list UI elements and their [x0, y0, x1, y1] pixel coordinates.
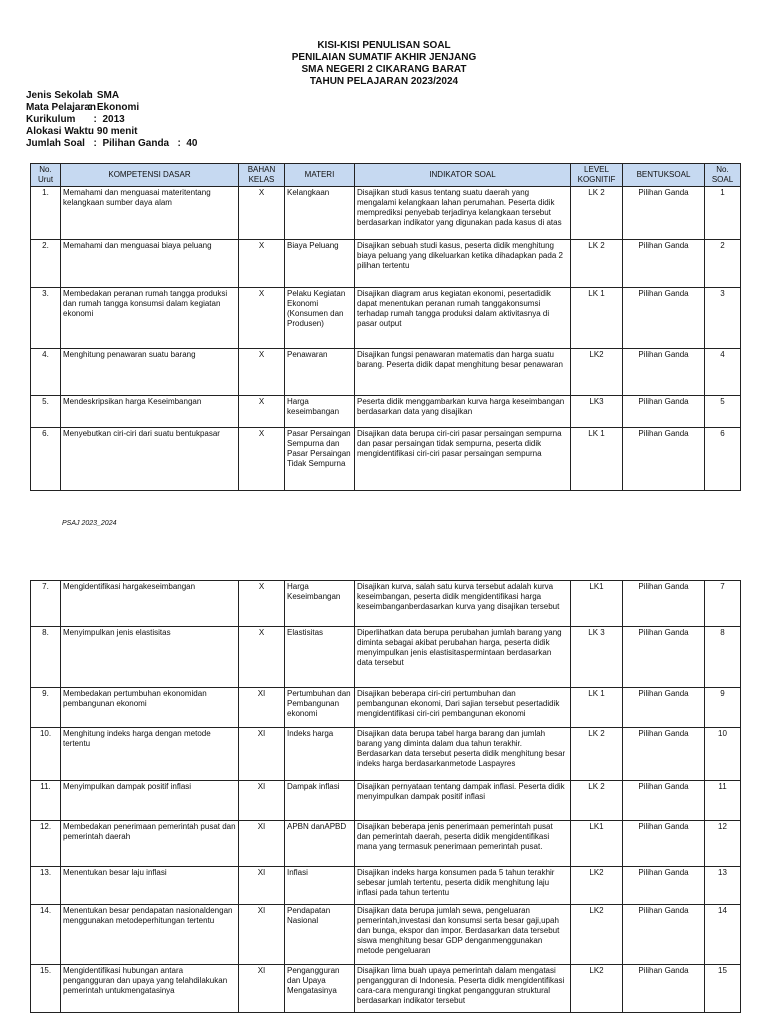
cell-bentuk-soal: Pilihan Ganda — [623, 688, 705, 728]
cell-indikator: Disajikan diagram arus kegiatan ekonomi, pesertadidik dapat menentukan peranan rumah tanggakonsumsi terhadap rumah tangga produksi dalam aktivitasnya di pasar output — [355, 288, 571, 349]
document-meta — [26, 90, 197, 150]
cell-level-kognitif: LK 1 — [571, 288, 623, 349]
cell-indikator: Disajikan kurva, salah satu kurva tersebut adalah kurva keseimbangan, peserta didik mengidentifikasi harga keseimbanganberdasarkan kurva yang disajikan tersebut — [355, 581, 571, 627]
cell-level-kognitif: LK 2 — [571, 728, 623, 781]
cell-indikator: Disajikan lima buah upaya pemerintah dalam mengatasi pengangguran di Indonesia. Peserta didik mengidentifikasi cara-cara mengurangi tingkat pengangguran struktural berdasarkan indikator tersebut — [355, 965, 571, 1013]
cell-materi: APBN danAPBD — [285, 821, 355, 867]
cell-bentuk-soal: Pilihan Ganda — [623, 728, 705, 781]
header-school: SMA NEGERI 2 CIKARANG BARAT — [301, 64, 467, 75]
cell-level-kognitif: LK2 — [571, 349, 623, 396]
col-header-materi: MATERI — [285, 164, 355, 187]
cell-bahan-kelas: X — [239, 627, 285, 688]
cell-no-soal: 5 — [705, 396, 741, 428]
cell-indikator: Disajikan data berupa tabel harga barang dan jumlah barang yang diminta dalam dua tahun terakhir. Berdasarkan data tersebut peserta didik menghitung besar indeks harga berdasarkanmetode Laspayres — [355, 728, 571, 781]
cell-no-soal: 15 — [705, 965, 741, 1013]
table-row — [31, 905, 741, 965]
cell-bentuk-soal: Pilihan Ganda — [623, 965, 705, 1013]
cell-bahan-kelas: XI — [239, 965, 285, 1013]
table-row — [31, 781, 741, 821]
meta-label: Alokasi Waktu — [26, 126, 94, 137]
cell-kompetensi-dasar: Menentukan besar laju inflasi — [61, 867, 239, 905]
header-year: TAHUN PELAJARAN 2023/2024 — [309, 76, 459, 87]
cell-no: 1. — [31, 187, 61, 240]
meta-label: Mata Pelajaran — [26, 102, 97, 113]
cell-no: 7. — [31, 581, 61, 627]
cell-no: 2. — [31, 240, 61, 288]
table-row — [31, 187, 741, 240]
cell-materi: Pendapatan Nasional — [285, 905, 355, 965]
cell-indikator: Disajikan beberapa ciri-ciri pertumbuhan dan pembangunan ekonomi, Dari sajian tersebut pesertadidik mengidentifikasi ciri-ciri pembangunan ekonomi — [355, 688, 571, 728]
cell-bahan-kelas: X — [239, 428, 285, 491]
cell-no-soal: 7 — [705, 581, 741, 627]
cell-materi: Harga Keseimbangan — [285, 581, 355, 627]
cell-materi: Harga keseimbangan — [285, 396, 355, 428]
header-subtitle: PENILAIAN SUMATIF AKHIR JENJANG — [291, 52, 477, 63]
cell-bentuk-soal: Pilihan Ganda — [623, 821, 705, 867]
cell-no-soal: 6 — [705, 428, 741, 491]
cell-materi: Pengangguran dan Upaya Mengatasinya — [285, 965, 355, 1013]
table-row — [31, 627, 741, 688]
cell-bentuk-soal: Pilihan Ganda — [623, 349, 705, 396]
cell-bahan-kelas: XI — [239, 688, 285, 728]
cell-kompetensi-dasar: Membedakan pertumbuhan ekonomidan pembangunan ekonomi — [61, 688, 239, 728]
cell-kompetensi-dasar: Menghitung penawaran suatu barang — [61, 349, 239, 396]
table-row — [31, 396, 741, 428]
col-header-indikator: INDIKATOR SOAL — [355, 164, 571, 187]
cell-materi: Dampak inflasi — [285, 781, 355, 821]
cell-bentuk-soal: Pilihan Ganda — [623, 288, 705, 349]
table-body-page1 — [31, 187, 741, 491]
cell-bentuk-soal: Pilihan Ganda — [623, 581, 705, 627]
cell-indikator: Disajikan pernyataan tentang dampak inflasi. Peserta didik menyimpulkan dampak positif inflasi — [355, 781, 571, 821]
cell-no: 13. — [31, 867, 61, 905]
cell-materi: Pasar Persaingan Sempurna dan Pasar Persaingan Tidak Sempurna — [285, 428, 355, 491]
cell-bentuk-soal: Pilihan Ganda — [623, 396, 705, 428]
cell-bahan-kelas: XI — [239, 867, 285, 905]
table-row — [31, 867, 741, 905]
cell-level-kognitif: LK 2 — [571, 240, 623, 288]
cell-bentuk-soal: Pilihan Ganda — [623, 905, 705, 965]
cell-no: 3. — [31, 288, 61, 349]
meta-value: : SMA — [88, 90, 120, 101]
cell-indikator: Disajikan indeks harga konsumen pada 5 tahun terakhir sebesar jumlah tertentu, peserta didik menghitung laju inflasi pada tahun tertentu — [355, 867, 571, 905]
cell-materi: Penawaran — [285, 349, 355, 396]
cell-kompetensi-dasar: Memahami dan menguasai biaya peluang — [61, 240, 239, 288]
cell-level-kognitif: LK 2 — [571, 187, 623, 240]
cell-kompetensi-dasar: Menyebutkan ciri-ciri dari suatu bentukpasar — [61, 428, 239, 491]
cell-bahan-kelas: X — [239, 396, 285, 428]
table-row — [31, 581, 741, 627]
meta-value: : Ekonomi — [88, 102, 140, 113]
cell-indikator: Diperlihatkan data berupa perubahan jumlah barang yang diminta sebagai akibat perubahan harga, peserta didik menyimpulkan jenis elastisitaspermintaan berdasarkan data tersebut — [355, 627, 571, 688]
table-header-row — [31, 164, 741, 187]
col-header-level: LEVEL KOGNITIF — [571, 164, 623, 187]
cell-bahan-kelas: XI — [239, 728, 285, 781]
cell-no: 10. — [31, 728, 61, 781]
cell-no: 6. — [31, 428, 61, 491]
cell-kompetensi-dasar: Memahami dan menguasai materitentang kelangkaan sumber daya alam — [61, 187, 239, 240]
cell-kompetensi-dasar: Mengidentifikasi hargakeseimbangan — [61, 581, 239, 627]
table-row — [31, 728, 741, 781]
cell-bentuk-soal: Pilihan Ganda — [623, 187, 705, 240]
cell-bentuk-soal: Pilihan Ganda — [623, 627, 705, 688]
cell-no: 5. — [31, 396, 61, 428]
col-header-nosoal: No. SOAL — [705, 164, 741, 187]
document-header — [0, 40, 768, 88]
meta-row — [26, 138, 197, 150]
table-row — [31, 288, 741, 349]
cell-indikator: Disajikan data berupa ciri-ciri pasar persaingan sempurna dan pasar persaingan tidak sempurna, peserta didik mengidentifikasi ciri-ciri pasar persaingan sempurna — [355, 428, 571, 491]
meta-label: Jumlah Soal — [26, 138, 85, 149]
col-header-bentuk: BENTUKSOAL — [623, 164, 705, 187]
cell-materi: Kelangkaan — [285, 187, 355, 240]
cell-no: 9. — [31, 688, 61, 728]
cell-level-kognitif: LK2 — [571, 905, 623, 965]
cell-kompetensi-dasar: Mengidentifikasi hubungan antara pengangguran dan upaya yang telahdilakukan pemerintah untukmengatasinya — [61, 965, 239, 1013]
kisi-table-page2 — [30, 580, 741, 1013]
cell-bahan-kelas: X — [239, 349, 285, 396]
col-header-kelas: BAHAN KELAS — [239, 164, 285, 187]
cell-no-soal: 1 — [705, 187, 741, 240]
cell-bentuk-soal: Pilihan Ganda — [623, 781, 705, 821]
cell-bahan-kelas: X — [239, 240, 285, 288]
cell-no: 11. — [31, 781, 61, 821]
meta-row — [26, 102, 197, 114]
cell-indikator: Disajikan data berupa jumlah sewa, pengeluaran pemerintah,investasi dan konsumsi serta besar gaji,upah dan bunga, ekspor dan impor. Berdasarkan data tersebut siswa menghitung besar GDP denganmenggunakan metode pengeluaran — [355, 905, 571, 965]
cell-kompetensi-dasar: Menghitung indeks harga dengan metode tertentu — [61, 728, 239, 781]
table-row — [31, 240, 741, 288]
cell-kompetensi-dasar: Membedakan penerimaan pemerintah pusat dan pemerintah daerah — [61, 821, 239, 867]
cell-level-kognitif: LK2 — [571, 867, 623, 905]
cell-no: 15. — [31, 965, 61, 1013]
cell-materi: Inflasi — [285, 867, 355, 905]
cell-indikator: Disajikan fungsi penawaran matematis dan harga suatu barang. Peserta didik dapat menghitung besar penawaran — [355, 349, 571, 396]
cell-kompetensi-dasar: Menyimpulkan dampak positif inflasi — [61, 781, 239, 821]
cell-no-soal: 2 — [705, 240, 741, 288]
cell-kompetensi-dasar: Menyimpulkan jenis elastisitas — [61, 627, 239, 688]
cell-no: 12. — [31, 821, 61, 867]
cell-level-kognitif: LK2 — [571, 965, 623, 1013]
cell-bentuk-soal: Pilihan Ganda — [623, 240, 705, 288]
cell-no-soal: 14 — [705, 905, 741, 965]
cell-level-kognitif: LK3 — [571, 396, 623, 428]
cell-no-soal: 3 — [705, 288, 741, 349]
cell-level-kognitif: LK1 — [571, 581, 623, 627]
cell-materi: Biaya Peluang — [285, 240, 355, 288]
cell-bahan-kelas: XI — [239, 781, 285, 821]
page-footer: PSAJ 2023_2024 — [62, 520, 117, 527]
meta-value: : Pilihan Ganda : 40 — [88, 138, 198, 149]
meta-row — [26, 126, 197, 138]
cell-bentuk-soal: Pilihan Ganda — [623, 428, 705, 491]
cell-materi: Indeks harga — [285, 728, 355, 781]
cell-materi: Pertumbuhan dan Pembangunan ekonomi — [285, 688, 355, 728]
col-header-no: No. Urut — [31, 164, 61, 187]
meta-row — [26, 90, 197, 102]
cell-level-kognitif: LK 1 — [571, 688, 623, 728]
cell-indikator: Disajikan beberapa jenis penerimaan pemerintah pusat dan pemerintah daerah, peserta didik mengidentifikasi mana yang termasuk penerimaan pemerintah pusat. — [355, 821, 571, 867]
table-row — [31, 965, 741, 1013]
cell-indikator: Disajikan sebuah studi kasus, peserta didik menghitung biaya peluang yang dikeluarkan ketika dihadapkan pada 2 pilihan tertentu — [355, 240, 571, 288]
cell-kompetensi-dasar: Membedakan peranan rumah tangga produksi dan rumah tangga konsumsi dalam kegiatan ekonomi — [61, 288, 239, 349]
cell-materi: Pelaku Kegiatan Ekonomi (Konsumen dan Produsen) — [285, 288, 355, 349]
cell-bahan-kelas: X — [239, 187, 285, 240]
meta-row — [26, 114, 197, 126]
cell-no-soal: 4 — [705, 349, 741, 396]
kisi-table-page1 — [30, 163, 741, 491]
cell-no-soal: 13 — [705, 867, 741, 905]
cell-no: 8. — [31, 627, 61, 688]
cell-bentuk-soal: Pilihan Ganda — [623, 867, 705, 905]
cell-materi: Elastisitas — [285, 627, 355, 688]
col-header-kd: KOMPETENSI DASAR — [61, 164, 239, 187]
meta-value: : 90 menit — [88, 126, 138, 137]
meta-label: Kurikulum — [26, 114, 76, 125]
cell-no-soal: 10 — [705, 728, 741, 781]
cell-bahan-kelas: X — [239, 581, 285, 627]
cell-no: 14. — [31, 905, 61, 965]
cell-bahan-kelas: XI — [239, 905, 285, 965]
cell-no-soal: 9 — [705, 688, 741, 728]
cell-bahan-kelas: X — [239, 288, 285, 349]
cell-indikator: Peserta didik menggambarkan kurva harga keseimbangan berdasarkan data yang disajikan — [355, 396, 571, 428]
cell-level-kognitif: LK 3 — [571, 627, 623, 688]
meta-label: Jenis Sekolah — [26, 90, 93, 101]
cell-no-soal: 8 — [705, 627, 741, 688]
cell-no: 4. — [31, 349, 61, 396]
table-row — [31, 688, 741, 728]
table-row — [31, 349, 741, 396]
cell-kompetensi-dasar: Mendeskripsikan harga Keseimbangan — [61, 396, 239, 428]
table-row — [31, 821, 741, 867]
cell-level-kognitif: LK 2 — [571, 781, 623, 821]
cell-level-kognitif: LK1 — [571, 821, 623, 867]
cell-no-soal: 11 — [705, 781, 741, 821]
table-body-page2 — [31, 581, 741, 1013]
table-row — [31, 428, 741, 491]
cell-bahan-kelas: XI — [239, 821, 285, 867]
header-title: KISI-KISI PENULISAN SOAL — [317, 40, 451, 51]
cell-level-kognitif: LK 1 — [571, 428, 623, 491]
cell-kompetensi-dasar: Menentukan besar pendapatan nasionaldengan menggunakan metodeperhitungan tertentu — [61, 905, 239, 965]
cell-indikator: Disajikan studi kasus tentang suatu daerah yang mengalami kelangkaan lahan perumahan. Peserta didik memprediksi penyebab terjadinya kelangkaan tersebut berdasarkan indikator yang digunakan pada kasus di atas — [355, 187, 571, 240]
cell-no-soal: 12 — [705, 821, 741, 867]
meta-value: : 2013 — [88, 114, 125, 125]
